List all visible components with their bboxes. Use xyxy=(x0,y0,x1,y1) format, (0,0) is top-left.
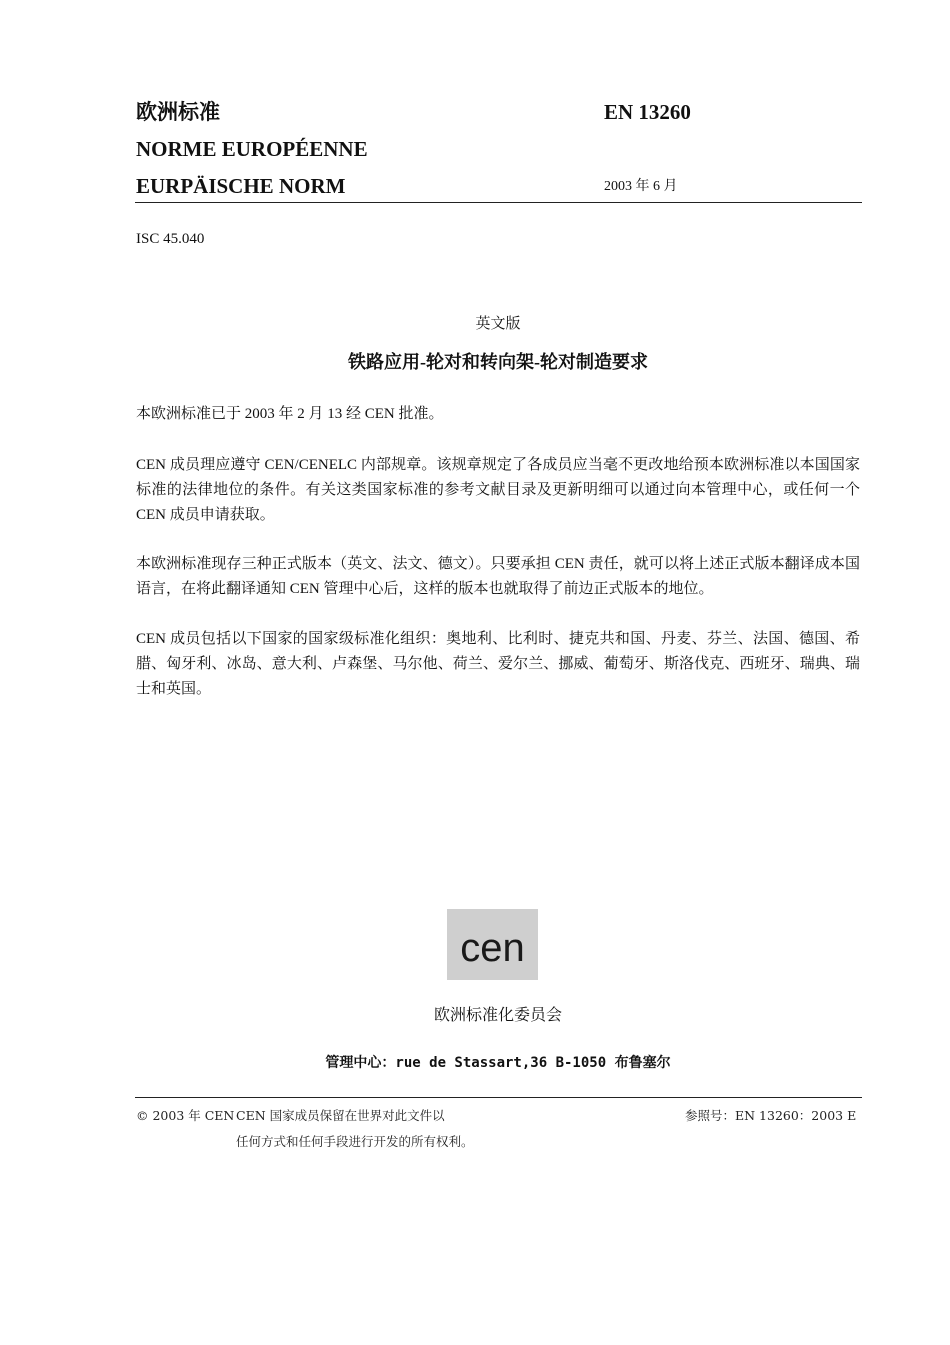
committee-name: 欧洲标准化委员会 xyxy=(433,1007,562,1024)
copyright-notice: © 2003 年 CEN xyxy=(136,1108,235,1123)
header-title-german: EURPÄISCHE NORM xyxy=(136,174,346,198)
regulations-paragraph: CEN 成员理应遵守 CEN/CENELC 内部规章。该规章规定了各成员应当毫不更改地给预本欧洲标准以本国国家标准的法律地位的条件。有关这类国家标准的参考文献目录及更新明细可以通过向本管理中心，或任何一个 CEN 成员申请获取。 xyxy=(136,457,860,523)
standard-number: EN 13260 xyxy=(604,100,691,124)
ics-code: ISC 45.040 xyxy=(136,231,205,247)
members-paragraph: CEN 成员包括以下国家的国家级标准化组织：奥地利、比利时、捷克共和国、丹麦、芬兰、法国、德国、希腊、匈牙利、冰岛、意大利、卢森堡、马尔他、荷兰、爱尔兰、挪威、葡萄牙、斯洛伐克、西班牙、瑞典、瑞士和英国。 xyxy=(136,631,860,697)
rights-statement-line1: CEN 国家成员保留在世界对此文件以 xyxy=(236,1108,445,1123)
rights-statement-line2: 任何方式和任何手段进行开发的所有权利。 xyxy=(236,1134,474,1149)
management-centre-address: 管理中心：rue de Stassart,36 B-1050 布鲁塞尔 xyxy=(325,1055,671,1071)
document-title: 铁路应用-轮对和转向架-轮对制造要求 xyxy=(348,352,648,372)
cen-logo xyxy=(447,909,538,980)
versions-paragraph: 本欧洲标准现存三种正式版本（英文、法文、德文）。只要承担 CEN 责任，就可以将上述正式版本翻译成本国语言，在将此翻译通知 CEN 管理中心后，这样的版本也就取得了前边正式版本的地位。 xyxy=(136,556,860,597)
header-title-french: NORME EUROPÉENNE xyxy=(136,137,368,161)
footer-divider xyxy=(135,1097,862,1098)
header-title-chinese: 欧洲标准 xyxy=(136,100,220,124)
edition-label: 英文版 xyxy=(475,316,521,332)
reference-number: 参照号：EN 13260：2003 E xyxy=(685,1108,857,1123)
approval-paragraph: 本欧洲标准已于 2003 年 2 月 13 经 CEN 批准。 xyxy=(136,406,444,422)
publication-date: 2003 年 6 月 xyxy=(604,179,678,194)
header-divider xyxy=(135,202,862,203)
cen-logo-text: cen xyxy=(460,926,525,970)
